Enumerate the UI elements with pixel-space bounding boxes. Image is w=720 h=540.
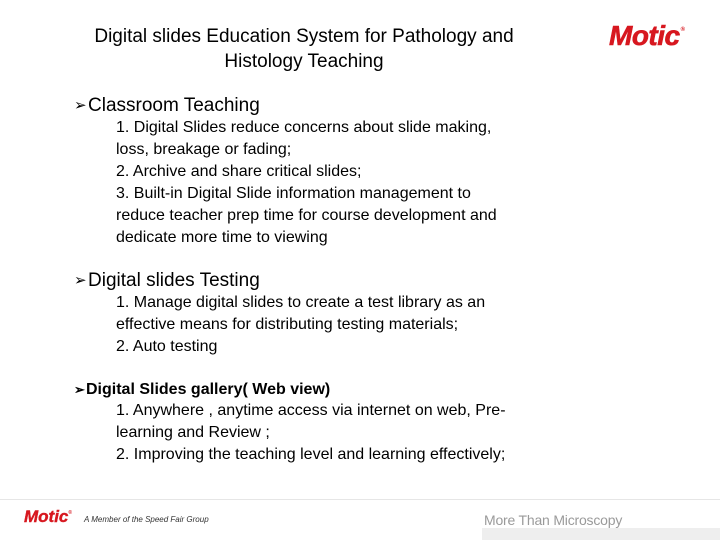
- section-digital-slides-gallery: [74, 380, 506, 466]
- section-heading: [74, 380, 506, 400]
- list-item-line: 2. Improving the teaching level and learning effectively;: [116, 446, 506, 463]
- slide-title: [40, 24, 568, 74]
- section-heading-text: Digital slides Testing: [88, 270, 260, 291]
- list-item: [116, 183, 497, 249]
- list-item: [116, 336, 485, 358]
- slide-title-line-2: Histology Teaching: [224, 51, 384, 72]
- list-item-line: 1. Manage digital slides to create a test library as an: [116, 294, 486, 311]
- list-item-line: learning and Review ;: [116, 424, 270, 441]
- section-items: [116, 292, 485, 358]
- section-heading-text: Classroom Teaching: [88, 95, 260, 116]
- section-items: [116, 117, 497, 249]
- arrow-bullet-icon: ➢: [74, 272, 87, 289]
- section-heading: [74, 95, 497, 117]
- arrow-bullet-icon: ➢: [74, 382, 85, 397]
- list-item-line: reduce teacher prep time for course development and: [116, 207, 497, 224]
- footer-registered-mark: ®: [68, 510, 73, 516]
- section-digital-slides-testing: [74, 270, 485, 358]
- list-item-line: dedicate more time to viewing: [116, 229, 328, 246]
- list-item-line: loss, breakage or fading;: [116, 141, 292, 158]
- footer-corner-bar: [482, 528, 720, 540]
- list-item: [116, 161, 497, 183]
- list-item: [116, 400, 506, 444]
- footer-logo-text: Motic: [24, 507, 69, 526]
- motic-logo-text: Motic: [609, 20, 680, 51]
- section-heading-text: Digital Slides gallery( Web view): [86, 381, 331, 398]
- member-of-group-text: A Member of the Speed Fair Group: [84, 515, 209, 524]
- list-item-line: 2. Auto testing: [116, 338, 218, 355]
- motic-logo: [609, 20, 685, 52]
- footer-motic-logo: [24, 507, 72, 527]
- list-item-line: 2. Archive and share critical slides;: [116, 163, 362, 180]
- list-item-line: 1. Digital Slides reduce concerns about slide making,: [116, 119, 492, 136]
- arrow-bullet-icon: ➢: [74, 97, 87, 114]
- list-item: [116, 444, 506, 466]
- section-classroom-teaching: [74, 95, 497, 249]
- slide-title-line-1: Digital slides Education System for Pathology and: [94, 26, 514, 47]
- section-items: [116, 400, 506, 466]
- registered-mark: ®: [680, 27, 685, 33]
- list-item-line: 3. Built-in Digital Slide information management to: [116, 185, 471, 202]
- section-heading: [74, 270, 485, 292]
- list-item-line: 1. Anywhere , anytime access via internet on web, Pre-: [116, 402, 506, 419]
- list-item-line: effective means for distributing testing materials;: [116, 316, 459, 333]
- footer-divider: [0, 499, 720, 500]
- list-item: [116, 292, 485, 336]
- footer-tagline: More Than Microscopy: [484, 512, 623, 528]
- list-item: [116, 117, 497, 161]
